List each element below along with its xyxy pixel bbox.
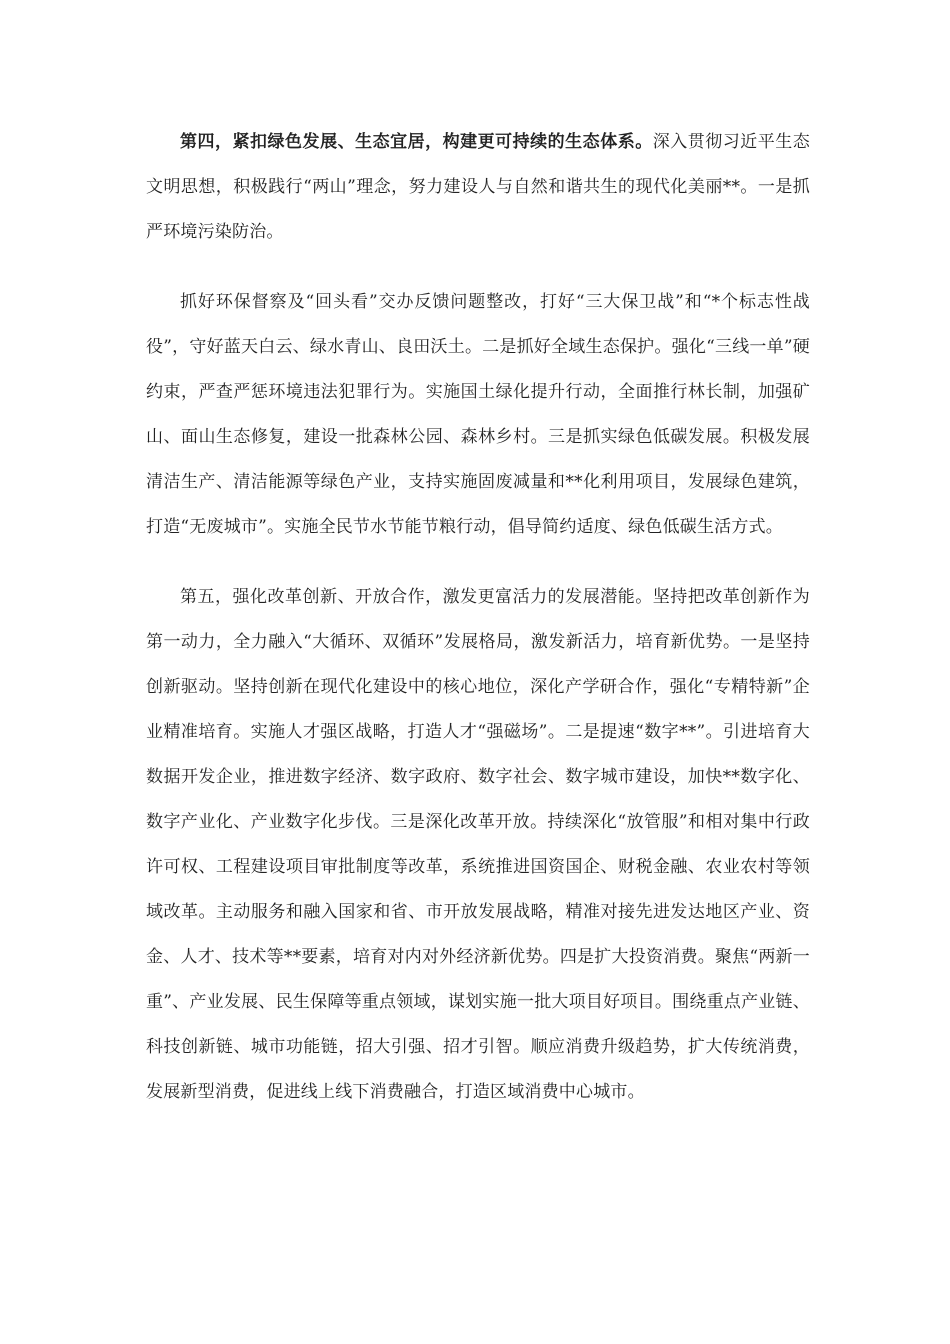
- document-page: [146, 120, 828, 1140]
- paragraph-body: 第五，强化改革创新、开放合作，激发更富活力的发展潜能。坚持把改革创新作为第一动力，全力融入“大循环、双循环”发展格局，激发新活力，培育新优势。一是坚持创新驱动。坚持创新在现代化建设中的核心地位，深化产学研合作，强化“专精特新”企业精准培育。实施人才强区战略，打造人才“强磁场”。二是提速“数字**”。引进培育大数据开发企业，推进数字经济、数字政府、数字社会、数字城市建设，加快**数字化、数字产业化、产业数字化步伐。三是深化改革开放。持续深化“放管服”和相对集中行政许可权、工程建设项目审批制度等改革，系统推进国资国企、财税金融、农业农村等领域改革。主动服务和融入国家和省、市开放发展战略，精准对接先进发达地区产业、资金、人才、技术等**要素，培育对内对外经济新优势。四是扩大投资消费。聚焦“两新一重”、产业发展、民生保障等重点领域，谋划实施一批大项目好项目。围绕重点产业链、科技创新链、城市功能链，招大引强、招才引智。顺应消费升级趋势，扩大传统消费，发展新型消费，促进线上线下消费融合，打造区域消费中心城市。: [146, 587, 810, 1102]
- paragraph-body: 深入贯彻习近平生态 文明思想，积极践行“两山”理念，努力建设人与自然和谐共生的现代化美丽**。一是抓严环境污染防治。: [146, 132, 828, 242]
- paragraph-heading: 第四，紧扣绿色发展、生态宜居，构建更可持续的生态体系。: [180, 132, 653, 152]
- paragraph-ecology: [146, 120, 828, 255]
- paragraph-reform: [146, 575, 810, 1115]
- paragraph-environment: [146, 280, 810, 550]
- paragraph-body: 抓好环保督察及“回头看”交办反馈问题整改，打好“三大保卫战”和“*个标志性战役”，守好蓝天白云、绿水青山、良田沃土。二是抓好全域生态保护。强化“三线一单”硬约束，严查严惩环境违法犯罪行为。实施国土绿化提升行动，全面推行林长制，加强矿山、面山生态修复，建设一批森林公园、森林乡村。三是抓实绿色低碳发展。积极发展清洁生产、清洁能源等绿色产业，支持实施固废减量和**化利用项目，发展绿色建筑，打造“无废城市”。实施全民节水节能节粮行动，倡导简约适度、绿色低碳生活方式。: [146, 292, 810, 537]
